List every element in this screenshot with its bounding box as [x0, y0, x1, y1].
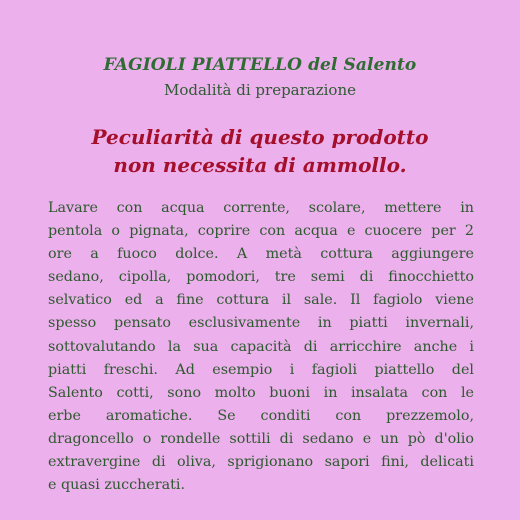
- body-line: Lavare con acqua corrente, scolare, mettere in: [48, 200, 474, 216]
- headline-line: non necessita di ammollo.: [113, 153, 407, 177]
- preparation-text: [48, 197, 474, 497]
- body-line: extravergine di oliva, sprigionano sapori fini, delicati: [48, 454, 474, 471]
- preparation-subtitle: Modalità di preparazione: [163, 81, 356, 99]
- body-line: sedano, cipolla, pomodori, tre semi di finocchietto: [48, 269, 474, 286]
- body-line: erbe aromatiche. Se conditi con prezzemolo,: [48, 407, 474, 424]
- product-title: FAGIOLI PIATTELLO del Salento: [103, 55, 417, 75]
- headline-line: Peculiarità di questo prodotto: [91, 125, 429, 149]
- body-line: Salento cotti, sono molto buoni in insalata con le: [48, 384, 474, 401]
- body-line: pentola o pignata, coprire con acqua e cuocere per 2: [48, 223, 474, 240]
- body-line: selvatico ed a fine cottura il sale. Il fagiolo viene: [48, 292, 474, 309]
- body-line: e quasi zuccherati.: [48, 477, 185, 494]
- headline: [0, 123, 520, 179]
- body-line: piatti freschi. Ad esempio i fagioli piattello del: [48, 361, 474, 378]
- body-line: dragoncello o rondelle sottili di sedano e un pò d'olio: [48, 430, 474, 447]
- body-line: spesso pensato esclusivamente in piatti invernali,: [48, 315, 474, 332]
- body-line: ore a fuoco dolce. A metà cottura aggiungere: [48, 246, 474, 263]
- body-line: sottovalutando la sua capacità di arricchire anche i: [48, 338, 474, 355]
